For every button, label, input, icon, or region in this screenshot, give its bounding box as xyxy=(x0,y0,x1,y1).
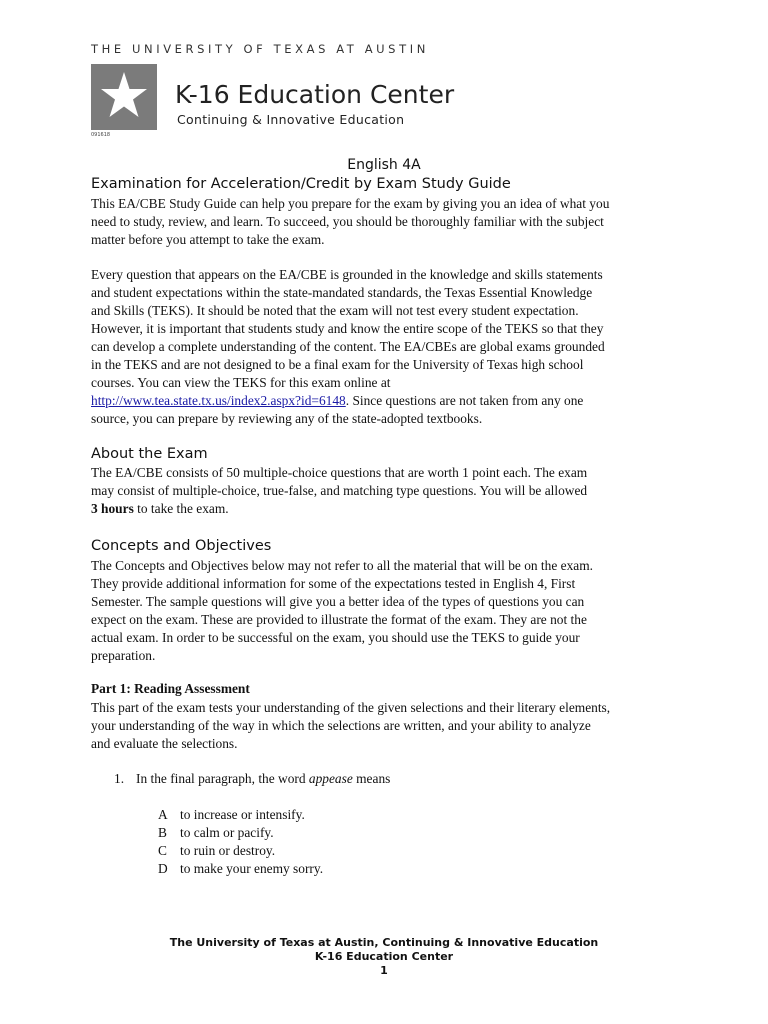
question-number: 1. xyxy=(114,771,125,786)
teks-link[interactable]: http://www.tea.state.tx.us/index2.aspx?id=6148 xyxy=(91,393,346,408)
text-line xyxy=(91,500,681,518)
text-fragment: . Since questions are not taken from any one xyxy=(345,393,584,408)
text-line: The Concepts and Objectives below may not refer to all the material that will be on the exam. xyxy=(91,558,593,573)
question-text: In the final paragraph, the word xyxy=(136,771,309,786)
text-line: your understanding of the way in which the selections are written, and your ability to analyze xyxy=(91,718,591,733)
about-heading: About the Exam xyxy=(91,446,208,462)
text-line: matter before you attempt to take the exam. xyxy=(91,232,325,247)
concepts-heading: Concepts and Objectives xyxy=(91,538,272,554)
guide-title: Examination for Acceleration/Credit by Exam Study Guide xyxy=(91,176,511,192)
option-text: to ruin or destroy. xyxy=(180,843,276,858)
text-line: courses. You can view the TEKS for this exam online at xyxy=(91,375,391,390)
option-text: to calm or pacify. xyxy=(180,825,274,840)
teks-paragraph xyxy=(91,266,681,428)
division-name: Continuing & Innovative Education xyxy=(177,112,405,127)
part1-paragraph xyxy=(91,699,681,753)
star-logo-icon xyxy=(91,64,157,130)
option-letter: B xyxy=(158,825,167,840)
about-paragraph xyxy=(91,464,681,518)
page-number: 1 xyxy=(380,964,388,977)
text-line: The EA/CBE consists of 50 multiple-choice questions that are worth 1 point each. The exam xyxy=(91,465,588,480)
course-title: English 4A xyxy=(347,157,421,173)
text-line: Semester. The sample questions will give you a better idea of the types of questions you can xyxy=(91,594,585,609)
text-line: and student expectations within the state-mandated standards, the Texas Essential Knowledge xyxy=(91,285,593,300)
text-line xyxy=(91,392,681,410)
text-line: need to study, review, and learn. To succeed, you should be thoroughly familiar with the subject xyxy=(91,214,604,229)
text-line: and Skills (TEKS). It should be noted that the exam will not test every student expectation. xyxy=(91,303,579,318)
intro-paragraph xyxy=(91,195,681,249)
text-line: This EA/CBE Study Guide can help you prepare for the exam by giving you an idea of what you xyxy=(91,196,610,211)
text-line: expect on the exam. These are provided to illustrate the format of the exam. They are not the xyxy=(91,612,587,627)
part1-heading: Part 1: Reading Assessment xyxy=(91,681,250,696)
text-line: and evaluate the selections. xyxy=(91,736,238,751)
logo-code: 091618 xyxy=(91,132,111,138)
exam-duration: 3 hours xyxy=(91,501,134,516)
option-c xyxy=(158,842,275,860)
text-line: source, you can prepare by reviewing any of the state-adopted textbooks. xyxy=(91,411,483,426)
option-letter: A xyxy=(158,807,168,822)
text-line: in the TEKS and are not designed to be a final exam for the University of Texas high school xyxy=(91,357,584,372)
question-1 xyxy=(114,770,390,788)
concepts-paragraph xyxy=(91,557,681,665)
option-text: to make your enemy sorry. xyxy=(180,861,324,876)
text-line: can develop a complete understanding of the content. The EA/CBEs are global exams grounded xyxy=(91,339,605,354)
center-name: K-16 Education Center xyxy=(175,80,455,109)
text-line: actual exam. In order to be successful on the exam, you should use the TEKS to guide your xyxy=(91,630,580,645)
option-b xyxy=(158,824,274,842)
option-text: to increase or intensify. xyxy=(180,807,305,822)
footer-institution: The University of Texas at Austin, Continuing & Innovative Education xyxy=(169,936,599,949)
footer-center: K-16 Education Center xyxy=(314,950,454,963)
question-text-end: means xyxy=(352,771,391,786)
option-letter: C xyxy=(158,843,167,858)
option-letter: D xyxy=(158,861,168,876)
text-line: However, it is important that students study and know the entire scope of the TEKS so that they xyxy=(91,321,604,336)
question-keyword: appease xyxy=(308,771,353,786)
text-line: They provide additional information for some of the expectations tested in English 4, First xyxy=(91,576,576,591)
university-name: THE UNIVERSITY OF TEXAS AT AUSTIN xyxy=(91,42,429,56)
text-line: This part of the exam tests your understanding of the given selections and their literary elements, xyxy=(91,700,611,715)
page-footer xyxy=(0,936,768,978)
text-line: may consist of multiple-choice, true-false, and matching type questions. You will be allowed xyxy=(91,483,588,498)
text-line: preparation. xyxy=(91,648,156,663)
text-fragment: to take the exam. xyxy=(133,501,229,516)
option-a xyxy=(158,806,305,824)
option-d xyxy=(158,860,323,878)
text-line: Every question that appears on the EA/CBE is grounded in the knowledge and skills statements xyxy=(91,267,603,282)
